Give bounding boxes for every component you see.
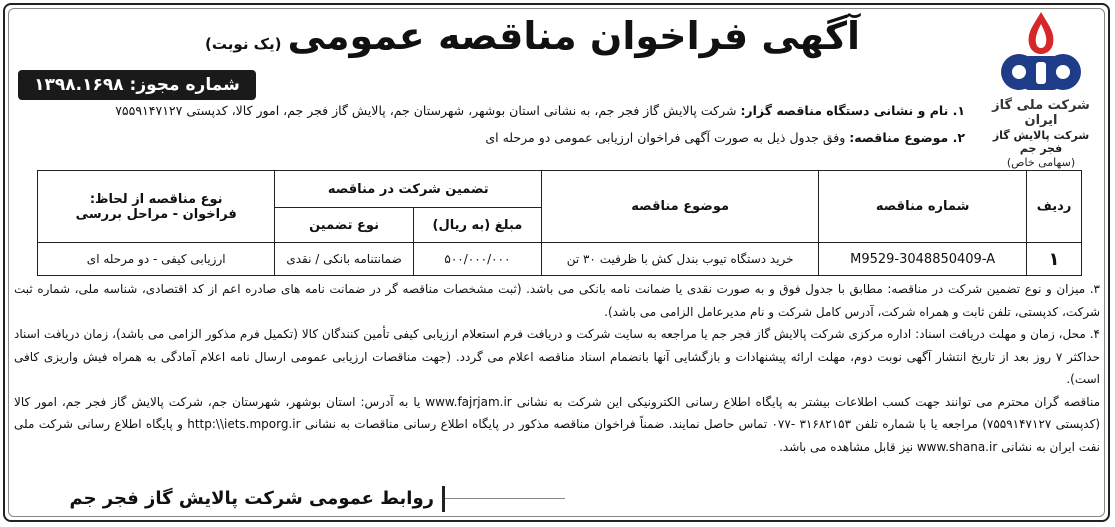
- cell-amount: ۵۰۰/۰۰۰/۰۰۰: [413, 243, 542, 276]
- item-1-label: ۱. نام و نشانی دستگاه مناقصه گزار:: [740, 103, 965, 118]
- footer-public-relations: روابط عمومی شرکت پالایش گاز فجر جم: [24, 486, 445, 512]
- col-guarantee-type-header: نوع تضمین: [275, 208, 413, 243]
- paragraph-3: ۳. میزان و نوع تضمین شرکت در مناقصه: مطابق با جدول فوق و به صورت نقدی یا ضمانت نامه بانکی می باشد. (ثبت مشخصات مناقصه گر در ضمانت نامه های صادره اعم از کد اقتصادی، شناسه ملی، شماره ثبت شرکت، کدپستی، تلفن ثابت و همراه شرکت، آدرس کامل شرکت و نام مدیرعامل الزامی می باشد).: [14, 282, 1100, 319]
- logo-company-name: شرکت پالایش گاز فجر جم: [992, 129, 1090, 155]
- footer-divider: [445, 498, 565, 499]
- col-tender-type-header: [38, 171, 275, 243]
- ad-title-main: آگهی فراخوان مناقصه عمومی: [287, 14, 860, 58]
- tender-table: [37, 170, 1082, 276]
- col-row-header: ردیف: [1027, 171, 1082, 243]
- item-2: [165, 130, 965, 145]
- col-amount-header: مبلغ (به ریال): [413, 208, 542, 243]
- ad-title: [205, 14, 860, 58]
- tender-type-header-line2: فراخوان - مراحل بررسی: [75, 206, 237, 222]
- nigc-emblem-icon: [993, 10, 1089, 96]
- cell-tender-type: ارزیابی کیفی - دو مرحله ای: [38, 243, 275, 276]
- paragraph-5: مناقصه گران محترم می توانند جهت کسب اطلاعات بیشتر به پایگاه اطلاع رسانی الکترونیکی این شرکت به نشانی www.fajrjam.ir یا به آدرس: استان بوشهر، شهرستان جم، شرکت پالایش گاز فجر جم، امور کالا (کدپستی ۷۵۵۹۱۴۷۱۲۷) مراجعه یا با شماره تلفن ۳۱۶۸۲۱۵۳ -۰۷۷ تماس حاصل نمایند. ضمناً فراخوان مناقصه مذکور در پایگاه اطلاع رسانی مناقصات به نشانی http:\\iets.mporg.ir و پایگاه اطلاع رسانی شرکت ملی نفت ایران به نشانی www.shana.ir نیز قابل مشاهده می باشد.: [14, 394, 1101, 454]
- cell-guarantee-type: ضمانتنامه بانکی / نقدی: [275, 243, 413, 276]
- ad-title-suffix: (یک نوبت): [205, 35, 282, 53]
- cell-subject: خرید دستگاه تیوب بندل کش با ظرفیت ۳۰ تن: [542, 243, 819, 276]
- table-row: [38, 243, 1082, 276]
- paragraph-4: ۴. محل، زمان و مهلت دریافت اسناد: اداره مرکزی شرکت پالایش گاز فجر جم یا مراجعه به سایت شرکت و دریافت فرم استعلام ارزیابی کیفی تأمین کنندگان کالا (تکمیل فرم مذکور الزامی می باشد)، زمان دریافت اسناد حداکثر ۷ روز بعد از تاریخ انتشار آگهی نوبت دوم، مهلت ارائه پیشنهادات و بازگشایی آنها بانضمام اسناد مناقصه اعلام می گردد. (جهت مناقصات ارزیابی عمومی ارسال نامه اعلام آمادگی به همراه فیش واریزی کافی است).: [14, 327, 1100, 386]
- col-number-header: شماره مناقصه: [819, 171, 1027, 243]
- item-2-text: وفق جدول ذیل به صورت آگهی فراخوان ارزیابی عمومی دو مرحله ای: [485, 130, 850, 145]
- item-1: [115, 103, 965, 118]
- tender-type-header-line1: نوع مناقصه از لحاظ:: [89, 191, 223, 207]
- item-2-label: ۲. موضوع مناقصه:: [849, 130, 965, 145]
- ad-body: [14, 278, 1100, 458]
- item-1-text: شرکت پالایش گاز فجر جم، به نشانی استان بوشهر، شهرستان جم، پالایش گاز فجر جم، امور کالا، کدپستی ۷۵۵۹۱۴۷۱۲۷: [115, 103, 741, 118]
- cell-row: ۱: [1027, 243, 1082, 276]
- permit-number-badge: شماره مجوز: ۱۳۹۸.۱۶۹۸: [18, 70, 256, 100]
- company-logo: [981, 10, 1101, 169]
- col-guarantee-header: تضمین شرکت در مناقصه: [275, 171, 542, 208]
- logo-org-name: شرکت ملی گاز ایران: [992, 98, 1090, 128]
- cell-number: M9529-3048850409-A: [819, 243, 1027, 276]
- col-subject-header: موضوع مناقصه: [542, 171, 819, 243]
- logo-company-type: (سهامی خاص): [1006, 156, 1076, 169]
